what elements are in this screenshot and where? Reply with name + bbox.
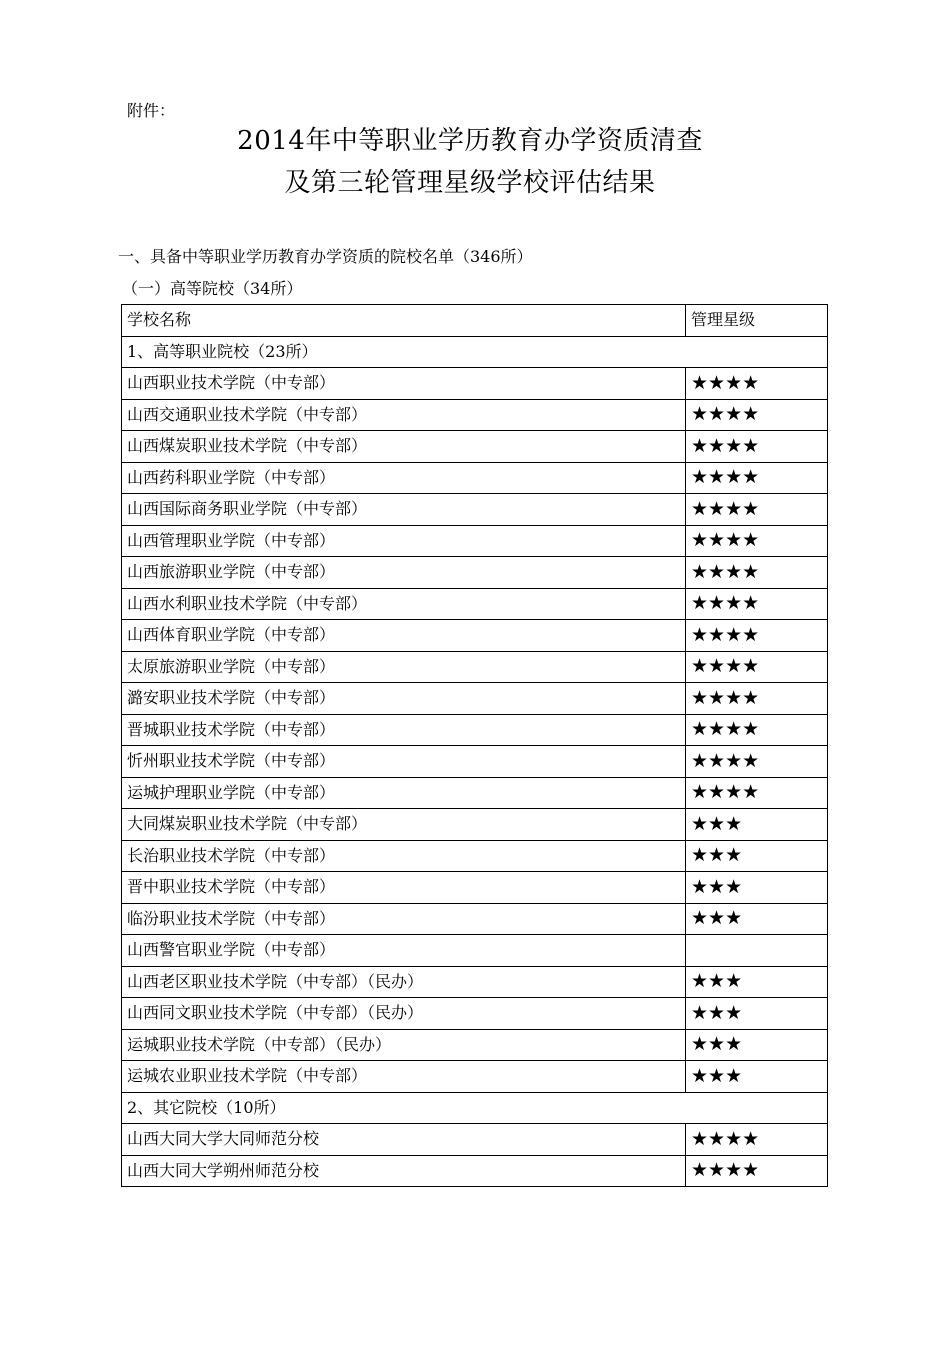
header-star-level: 管理星级: [686, 305, 828, 337]
group-row: [122, 336, 828, 368]
star-rating-cell: ★★★★: [686, 683, 828, 715]
table-header-row: [122, 305, 828, 337]
table-row: [122, 462, 828, 494]
table-row: [122, 1124, 828, 1156]
section-heading-1: 一、具备中等职业学历教育办学资质的院校名单（346所）: [118, 247, 533, 266]
star-rating-cell: ★★★: [686, 809, 828, 841]
school-name-cell: 太原旅游职业学院（中专部）: [122, 651, 686, 683]
table-row: [122, 714, 828, 746]
table-row: [122, 840, 828, 872]
star-rating-cell: ★★★: [686, 840, 828, 872]
school-name-cell: 山西水利职业技术学院（中专部）: [122, 588, 686, 620]
table-row: [122, 777, 828, 809]
star-rating-cell: ★★★★: [686, 557, 828, 589]
table-row: [122, 903, 828, 935]
star-rating-cell: ★★★: [686, 966, 828, 998]
star-rating-cell: ★★★: [686, 1061, 828, 1093]
table-row: [122, 620, 828, 652]
school-name-cell: 忻州职业技术学院（中专部）: [122, 746, 686, 778]
document-title-line-2: 及第三轮管理星级学校评估结果: [284, 168, 656, 198]
table-body: [122, 305, 828, 1187]
school-name-cell: 山西药科职业学院（中专部）: [122, 462, 686, 494]
section-heading-2: （一）高等院校（34所）: [122, 279, 303, 298]
school-name-cell: 临汾职业技术学院（中专部）: [122, 903, 686, 935]
table-row: [122, 588, 828, 620]
star-rating-cell: ★★★★: [686, 1124, 828, 1156]
star-rating-cell: ★★★: [686, 903, 828, 935]
table-row: [122, 809, 828, 841]
table-row: [122, 746, 828, 778]
star-rating-cell: ★★★★: [686, 714, 828, 746]
school-name-cell: 山西职业技术学院（中专部）: [122, 368, 686, 400]
star-rating-cell: ★★★★: [686, 1155, 828, 1187]
school-name-cell: 山西警官职业学院（中专部）: [122, 935, 686, 967]
school-name-cell: 山西大同大学大同师范分校: [122, 1124, 686, 1156]
table-row: [122, 935, 828, 967]
table-row: [122, 998, 828, 1030]
star-rating-cell: ★★★★: [686, 431, 828, 463]
school-name-cell: 山西国际商务职业学院（中专部）: [122, 494, 686, 526]
table-row: [122, 431, 828, 463]
school-name-cell: 山西管理职业学院（中专部）: [122, 525, 686, 557]
school-name-cell: 山西旅游职业学院（中专部）: [122, 557, 686, 589]
school-name-cell: 大同煤炭职业技术学院（中专部）: [122, 809, 686, 841]
star-rating-cell: ★★★★: [686, 399, 828, 431]
school-name-cell: 运城农业职业技术学院（中专部）: [122, 1061, 686, 1093]
table-row: [122, 494, 828, 526]
school-name-cell: 晋城职业技术学院（中专部）: [122, 714, 686, 746]
school-name-cell: 运城护理职业学院（中专部）: [122, 777, 686, 809]
table-row: [122, 872, 828, 904]
school-name-cell: 运城职业技术学院（中专部）（民办）: [122, 1029, 686, 1061]
table-row: [122, 683, 828, 715]
group-label: 2、其它院校（10所）: [122, 1092, 828, 1124]
school-name-cell: 山西体育职业学院（中专部）: [122, 620, 686, 652]
star-rating-cell: ★★★: [686, 998, 828, 1030]
school-name-cell: 山西大同大学朔州师范分校: [122, 1155, 686, 1187]
table-row: [122, 651, 828, 683]
school-name-cell: 山西同文职业技术学院（中专部）（民办）: [122, 998, 686, 1030]
star-rating-cell: ★★★★: [686, 746, 828, 778]
group-label: 1、高等职业院校（23所）: [122, 336, 828, 368]
table-row: [122, 525, 828, 557]
school-name-cell: 潞安职业技术学院（中专部）: [122, 683, 686, 715]
star-rating-cell: ★★★★: [686, 494, 828, 526]
school-name-cell: 山西煤炭职业技术学院（中专部）: [122, 431, 686, 463]
star-rating-cell: ★★★★: [686, 462, 828, 494]
table-row: [122, 399, 828, 431]
school-name-cell: 山西交通职业技术学院（中专部）: [122, 399, 686, 431]
table-row: [122, 966, 828, 998]
table-row: [122, 1155, 828, 1187]
star-rating-cell: ★★★★: [686, 777, 828, 809]
star-rating-cell: ★★★★: [686, 525, 828, 557]
attachment-label: 附件：: [127, 101, 176, 120]
group-row: [122, 1092, 828, 1124]
school-name-cell: 长治职业技术学院（中专部）: [122, 840, 686, 872]
table-row: [122, 1029, 828, 1061]
school-name-cell: 山西老区职业技术学院（中专部）（民办）: [122, 966, 686, 998]
table-row: [122, 368, 828, 400]
star-rating-cell: ★★★★: [686, 368, 828, 400]
star-rating-cell: ★★★★: [686, 588, 828, 620]
school-rating-table: [121, 304, 828, 1187]
star-rating-cell: ★★★★: [686, 651, 828, 683]
star-rating-cell: ★★★: [686, 872, 828, 904]
star-rating-cell: ★★★★: [686, 620, 828, 652]
table-row: [122, 557, 828, 589]
star-rating-cell: ★★★: [686, 1029, 828, 1061]
star-rating-cell: [686, 935, 828, 967]
header-school-name: 学校名称: [122, 305, 686, 337]
school-name-cell: 晋中职业技术学院（中专部）: [122, 872, 686, 904]
document-title-line-1: 2014年中等职业学历教育办学资质清查: [237, 126, 703, 156]
table-row: [122, 1061, 828, 1093]
